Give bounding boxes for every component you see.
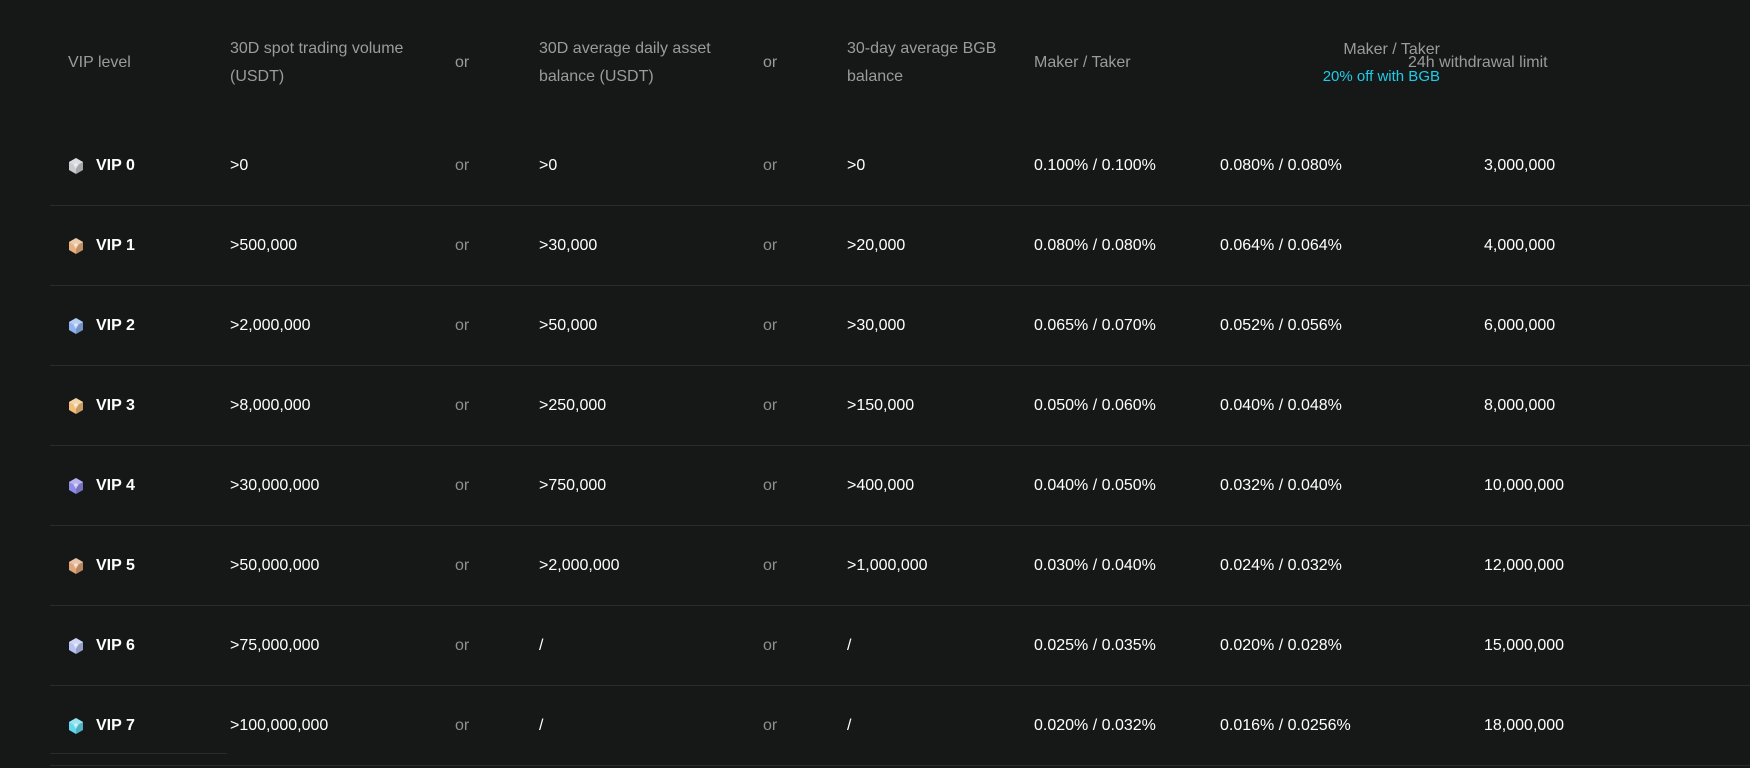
or-label: or	[455, 556, 470, 574]
withdrawal-limit-value: 6,000,000	[1484, 316, 1556, 334]
spot-volume-cell	[230, 606, 430, 685]
spot-volume-cell	[230, 686, 430, 765]
vip-level-label: VIP 0	[96, 156, 135, 174]
bgb-balance-value: >0	[847, 156, 866, 174]
withdrawal-limit-value: 18,000,000	[1484, 716, 1565, 734]
asset-balance-cell	[539, 126, 739, 205]
maker-taker-cell	[1034, 686, 1204, 765]
or-cell-1	[455, 686, 495, 765]
asset-balance-cell	[539, 286, 739, 365]
withdrawal-limit-cell	[1484, 446, 1684, 525]
asset-balance-cell	[539, 526, 739, 605]
table-row-vip-2	[50, 286, 1750, 366]
withdrawal-limit-cell	[1484, 126, 1684, 205]
vip-fee-table	[50, 0, 1750, 766]
bgb-balance-cell	[847, 126, 1017, 205]
asset-balance-value: >0	[539, 156, 558, 174]
or-label: or	[455, 156, 470, 174]
vip-level-label: VIP 3	[96, 396, 135, 414]
or-cell-2	[763, 446, 803, 525]
header-vip-level	[68, 0, 208, 126]
or-label: or	[455, 316, 470, 334]
maker-taker-value: 0.020% / 0.032%	[1034, 716, 1156, 734]
maker-taker-value: 0.030% / 0.040%	[1034, 556, 1156, 574]
bgb-balance-cell	[847, 606, 1017, 685]
vip-level-cell	[68, 446, 218, 525]
table-row-vip-7	[50, 686, 1750, 766]
vip-4-purple-cube-icon	[68, 477, 84, 495]
spot-volume-cell	[230, 126, 430, 205]
spot-volume-value: >30,000,000	[230, 476, 320, 494]
vip-2-blue-cube-icon	[68, 317, 84, 335]
header-maker-taker-bgb-label: Maker / Taker	[1343, 41, 1440, 58]
or-cell-2	[763, 286, 803, 365]
asset-balance-value: >50,000	[539, 316, 598, 334]
withdrawal-limit-value: 8,000,000	[1484, 396, 1556, 414]
table-body	[50, 126, 1750, 766]
maker-taker-bgb-cell	[1220, 206, 1400, 285]
maker-taker-cell	[1034, 446, 1204, 525]
vip-level-cell	[68, 206, 218, 285]
vip-6-lavender-cube-icon	[68, 637, 84, 655]
header-maker-taker-label: Maker / Taker	[1034, 54, 1131, 71]
or-label: or	[763, 636, 778, 654]
withdrawal-limit-cell	[1484, 526, 1684, 605]
spot-volume-cell	[230, 446, 430, 525]
or-label: or	[455, 716, 470, 734]
bgb-discount-note: 20% off with BGB	[1322, 68, 1440, 85]
vip-level-cell	[68, 366, 218, 445]
or-cell-1	[455, 446, 495, 525]
header-bgb-balance	[847, 0, 1027, 126]
withdrawal-limit-value: 3,000,000	[1484, 156, 1556, 174]
vip-level-cell	[68, 286, 218, 365]
maker-taker-bgb-cell	[1220, 526, 1400, 605]
vip-5-copper-cube-icon	[68, 557, 84, 575]
or-cell-1	[455, 366, 495, 445]
withdrawal-limit-value: 15,000,000	[1484, 636, 1565, 654]
vip-level-label: VIP 1	[96, 236, 135, 254]
or-label: or	[455, 476, 470, 494]
maker-taker-cell	[1034, 286, 1204, 365]
spot-volume-cell	[230, 366, 430, 445]
header-maker-taker-bgb	[1200, 0, 1440, 126]
bgb-balance-value: >1,000,000	[847, 556, 928, 574]
header-spot-volume	[230, 0, 440, 126]
or-cell-1	[455, 206, 495, 285]
bgb-balance-cell	[847, 526, 1017, 605]
table-row-vip-6	[50, 606, 1750, 686]
vip-level-label: VIP 2	[96, 316, 135, 334]
bottom-divider	[50, 753, 227, 754]
spot-volume-value: >2,000,000	[230, 316, 311, 334]
table-row-vip-1	[50, 206, 1750, 286]
bgb-balance-value: >20,000	[847, 236, 906, 254]
or-label: or	[763, 476, 778, 494]
header-asset-balance-line2: balance (USDT)	[539, 68, 654, 85]
withdrawal-limit-cell	[1484, 366, 1684, 445]
withdrawal-limit-value: 10,000,000	[1484, 476, 1565, 494]
asset-balance-value: /	[539, 716, 544, 734]
asset-balance-cell	[539, 686, 739, 765]
asset-balance-cell	[539, 206, 739, 285]
withdrawal-limit-value: 12,000,000	[1484, 556, 1565, 574]
or-label: or	[763, 396, 778, 414]
withdrawal-limit-cell	[1484, 606, 1684, 685]
header-asset-balance	[539, 0, 749, 126]
asset-balance-value: /	[539, 636, 544, 654]
maker-taker-bgb-cell	[1220, 366, 1400, 445]
maker-taker-bgb-cell	[1220, 606, 1400, 685]
vip-level-label: VIP 4	[96, 476, 135, 494]
maker-taker-bgb-cell	[1220, 686, 1400, 765]
vip-level-label: VIP 7	[96, 716, 135, 734]
bgb-balance-value: >400,000	[847, 476, 915, 494]
maker-taker-value: 0.050% / 0.060%	[1034, 396, 1156, 414]
vip-1-bronze-cube-icon	[68, 237, 84, 255]
header-or-2	[763, 0, 803, 126]
withdrawal-limit-cell	[1484, 206, 1684, 285]
header-spot-volume-line1: 30D spot trading volume	[230, 40, 404, 57]
maker-taker-bgb-cell	[1220, 446, 1400, 525]
bgb-balance-cell	[847, 366, 1017, 445]
or-label: or	[763, 236, 778, 254]
or-cell-2	[763, 206, 803, 285]
vip-fee-table-viewport[interactable]	[50, 0, 1565, 768]
bgb-balance-value: /	[847, 716, 852, 734]
asset-balance-cell	[539, 446, 739, 525]
spot-volume-value: >500,000	[230, 236, 298, 254]
maker-taker-bgb-cell	[1220, 126, 1400, 205]
header-vip-level-label: VIP level	[68, 54, 131, 71]
asset-balance-cell	[539, 366, 739, 445]
or-cell-1	[455, 286, 495, 365]
spot-volume-value: >8,000,000	[230, 396, 311, 414]
vip-3-gold-cube-icon	[68, 397, 84, 415]
asset-balance-value: >250,000	[539, 396, 607, 414]
maker-taker-cell	[1034, 206, 1204, 285]
header-withdrawal-limit-label: 24h withdrawal limit	[1408, 54, 1548, 71]
table-row-vip-0	[50, 126, 1750, 206]
bgb-balance-value: >30,000	[847, 316, 906, 334]
withdrawal-limit-value: 4,000,000	[1484, 236, 1556, 254]
header-or-1	[455, 0, 495, 126]
maker-taker-bgb-value: 0.024% / 0.032%	[1220, 556, 1342, 574]
header-asset-balance-line1: 30D average daily asset	[539, 40, 711, 57]
asset-balance-value: >2,000,000	[539, 556, 620, 574]
withdrawal-limit-cell	[1484, 286, 1684, 365]
spot-volume-cell	[230, 206, 430, 285]
maker-taker-cell	[1034, 126, 1204, 205]
table-row-vip-3	[50, 366, 1750, 446]
withdrawal-limit-cell	[1484, 686, 1684, 765]
or-cell-1	[455, 126, 495, 205]
vip-0-silver-cube-icon	[68, 157, 84, 175]
spot-volume-cell	[230, 526, 430, 605]
or-label: or	[763, 716, 778, 734]
asset-balance-value: >750,000	[539, 476, 607, 494]
vip-7-cyan-cube-icon	[68, 717, 84, 735]
spot-volume-value: >100,000,000	[230, 716, 329, 734]
maker-taker-bgb-cell	[1220, 286, 1400, 365]
or-label: or	[455, 396, 470, 414]
bgb-balance-cell	[847, 446, 1017, 525]
or-label: or	[455, 236, 470, 254]
spot-volume-value: >50,000,000	[230, 556, 320, 574]
maker-taker-bgb-value: 0.080% / 0.080%	[1220, 156, 1342, 174]
spot-volume-value: >75,000,000	[230, 636, 320, 654]
or-cell-1	[455, 606, 495, 685]
or-cell-2	[763, 526, 803, 605]
maker-taker-cell	[1034, 526, 1204, 605]
maker-taker-bgb-value: 0.052% / 0.056%	[1220, 316, 1342, 334]
maker-taker-value: 0.100% / 0.100%	[1034, 156, 1156, 174]
vip-level-label: VIP 5	[96, 556, 135, 574]
table-row-vip-5	[50, 526, 1750, 606]
or-cell-2	[763, 606, 803, 685]
or-label: or	[455, 636, 470, 654]
or-cell-2	[763, 686, 803, 765]
header-bgb-balance-line2: balance	[847, 68, 904, 85]
table-header	[50, 0, 1750, 126]
header-or-1-label: or	[455, 54, 470, 71]
vip-level-cell	[68, 526, 218, 605]
header-spot-volume-line2: (USDT)	[230, 68, 285, 85]
maker-taker-value: 0.040% / 0.050%	[1034, 476, 1156, 494]
maker-taker-bgb-value: 0.016% / 0.0256%	[1220, 716, 1351, 734]
bgb-balance-value: >150,000	[847, 396, 915, 414]
maker-taker-bgb-value: 0.032% / 0.040%	[1220, 476, 1342, 494]
vip-level-label: VIP 6	[96, 636, 135, 654]
or-cell-2	[763, 126, 803, 205]
or-cell-2	[763, 366, 803, 445]
asset-balance-value: >30,000	[539, 236, 598, 254]
header-withdrawal-limit	[1408, 0, 1628, 126]
header-maker-taker	[1034, 0, 1184, 126]
or-label: or	[763, 156, 778, 174]
maker-taker-value: 0.025% / 0.035%	[1034, 636, 1156, 654]
bgb-balance-cell	[847, 286, 1017, 365]
bgb-balance-cell	[847, 686, 1017, 765]
vip-level-cell	[68, 606, 218, 685]
header-or-2-label: or	[763, 54, 778, 71]
header-bgb-balance-line1: 30-day average BGB	[847, 40, 997, 57]
asset-balance-cell	[539, 606, 739, 685]
maker-taker-bgb-value: 0.040% / 0.048%	[1220, 396, 1342, 414]
maker-taker-cell	[1034, 366, 1204, 445]
maker-taker-value: 0.080% / 0.080%	[1034, 236, 1156, 254]
maker-taker-bgb-value: 0.020% / 0.028%	[1220, 636, 1342, 654]
or-label: or	[763, 316, 778, 334]
bgb-balance-value: /	[847, 636, 852, 654]
table-row-vip-4	[50, 446, 1750, 526]
bgb-balance-cell	[847, 206, 1017, 285]
or-label: or	[763, 556, 778, 574]
spot-volume-cell	[230, 286, 430, 365]
vip-level-cell	[68, 126, 218, 205]
maker-taker-value: 0.065% / 0.070%	[1034, 316, 1156, 334]
or-cell-1	[455, 526, 495, 605]
maker-taker-cell	[1034, 606, 1204, 685]
spot-volume-value: >0	[230, 156, 249, 174]
maker-taker-bgb-value: 0.064% / 0.064%	[1220, 236, 1342, 254]
